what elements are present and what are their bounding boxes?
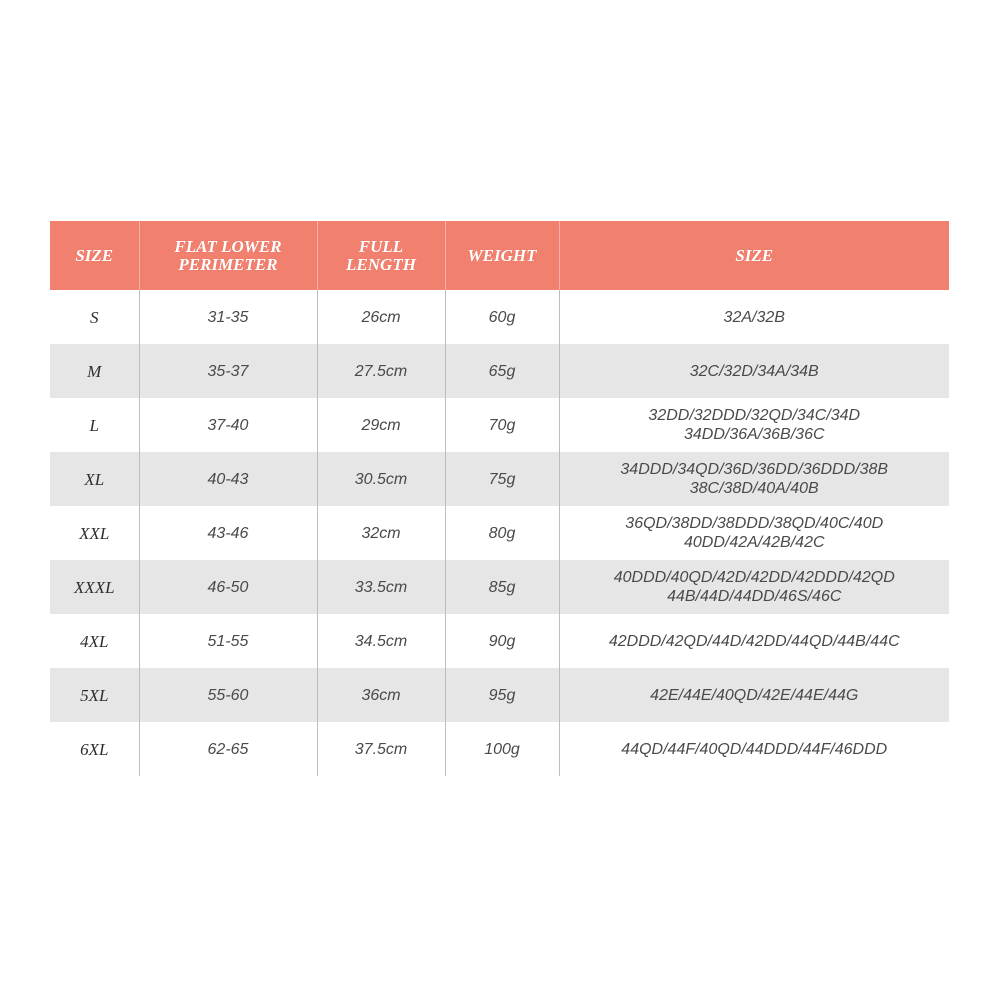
cell-bra-size: [559, 614, 949, 668]
cell-weight: 65g: [445, 344, 559, 398]
cell-weight: 95g: [445, 668, 559, 722]
cell-weight: 70g: [445, 398, 559, 452]
cell-perimeter: 37-40: [139, 398, 317, 452]
bra-size-line: 38C/38D/40A/40B: [689, 480, 819, 497]
cell-size: M: [50, 344, 139, 398]
header-weight: WEIGHT: [445, 221, 559, 290]
cell-size: 5XL: [50, 668, 139, 722]
cell-bra-size: [559, 452, 949, 506]
cell-perimeter: 62-65: [139, 722, 317, 776]
table-row: [50, 452, 949, 506]
size-chart-header: [50, 221, 949, 290]
bra-size-line: 44QD/44F/40QD/44DDD/44F/46DDD: [621, 740, 888, 758]
table-row: [50, 344, 949, 398]
cell-length: 33.5cm: [317, 560, 445, 614]
cell-perimeter: 40-43: [139, 452, 317, 506]
bra-size-line: 34DDD/34QD/36D/36DD/36DDD/38B: [620, 461, 889, 478]
bra-size-line: 32C/32D/34A/34B: [689, 362, 819, 380]
cell-perimeter: 51-55: [139, 614, 317, 668]
cell-size: XXL: [50, 506, 139, 560]
cell-weight: 100g: [445, 722, 559, 776]
cell-weight: 75g: [445, 452, 559, 506]
header-size: SIZE: [50, 221, 139, 290]
cell-size: 4XL: [50, 614, 139, 668]
table-row: [50, 560, 949, 614]
bra-size-line: 32A/32B: [723, 308, 785, 326]
bra-size-line: 40DDD/40QD/42D/42DD/42DDD/42QD: [613, 569, 895, 586]
bra-size-line: 34DD/36A/36B/36C: [683, 426, 825, 443]
table-row: [50, 722, 949, 776]
cell-weight: 85g: [445, 560, 559, 614]
cell-size: L: [50, 398, 139, 452]
header-bra-size: SIZE: [559, 221, 949, 290]
header-flat-lower-perimeter: FLAT LOWER PERIMETER: [139, 221, 317, 290]
size-chart-body: [50, 290, 949, 776]
cell-bra-size: [559, 290, 949, 344]
header-row: [50, 221, 949, 290]
cell-length: 32cm: [317, 506, 445, 560]
cell-size: XL: [50, 452, 139, 506]
table-row: [50, 290, 949, 344]
cell-bra-size: [559, 560, 949, 614]
cell-perimeter: 43-46: [139, 506, 317, 560]
cell-size: S: [50, 290, 139, 344]
bra-size-line: 42E/44E/40QD/42E/44E/44G: [650, 686, 859, 704]
cell-bra-size: [559, 668, 949, 722]
size-chart-table: [50, 221, 949, 776]
cell-length: 26cm: [317, 290, 445, 344]
bra-size-line: 32DD/32DDD/32QD/34C/34D: [648, 407, 861, 424]
bra-size-line: 40DD/42A/42B/42C: [683, 534, 825, 551]
bra-size-line: 36QD/38DD/38DDD/38QD/40C/40D: [625, 515, 884, 532]
cell-length: 27.5cm: [317, 344, 445, 398]
cell-weight: 90g: [445, 614, 559, 668]
cell-perimeter: 35-37: [139, 344, 317, 398]
table-row: [50, 668, 949, 722]
cell-weight: 80g: [445, 506, 559, 560]
cell-length: 34.5cm: [317, 614, 445, 668]
cell-bra-size: [559, 722, 949, 776]
cell-bra-size: [559, 344, 949, 398]
cell-length: 30.5cm: [317, 452, 445, 506]
table-row: [50, 398, 949, 452]
cell-perimeter: 46-50: [139, 560, 317, 614]
cell-perimeter: 31-35: [139, 290, 317, 344]
cell-length: 36cm: [317, 668, 445, 722]
cell-size: XXXL: [50, 560, 139, 614]
cell-bra-size: [559, 398, 949, 452]
cell-bra-size: [559, 506, 949, 560]
table-row: [50, 506, 949, 560]
cell-size: 6XL: [50, 722, 139, 776]
cell-length: 37.5cm: [317, 722, 445, 776]
table-row: [50, 614, 949, 668]
cell-weight: 60g: [445, 290, 559, 344]
cell-length: 29cm: [317, 398, 445, 452]
bra-size-line: 44B/44D/44DD/46S/46C: [667, 588, 842, 605]
cell-perimeter: 55-60: [139, 668, 317, 722]
bra-size-line: 42DDD/42QD/44D/42DD/44QD/44B/44C: [608, 632, 900, 650]
header-full-length: FULL LENGTH: [317, 221, 445, 290]
